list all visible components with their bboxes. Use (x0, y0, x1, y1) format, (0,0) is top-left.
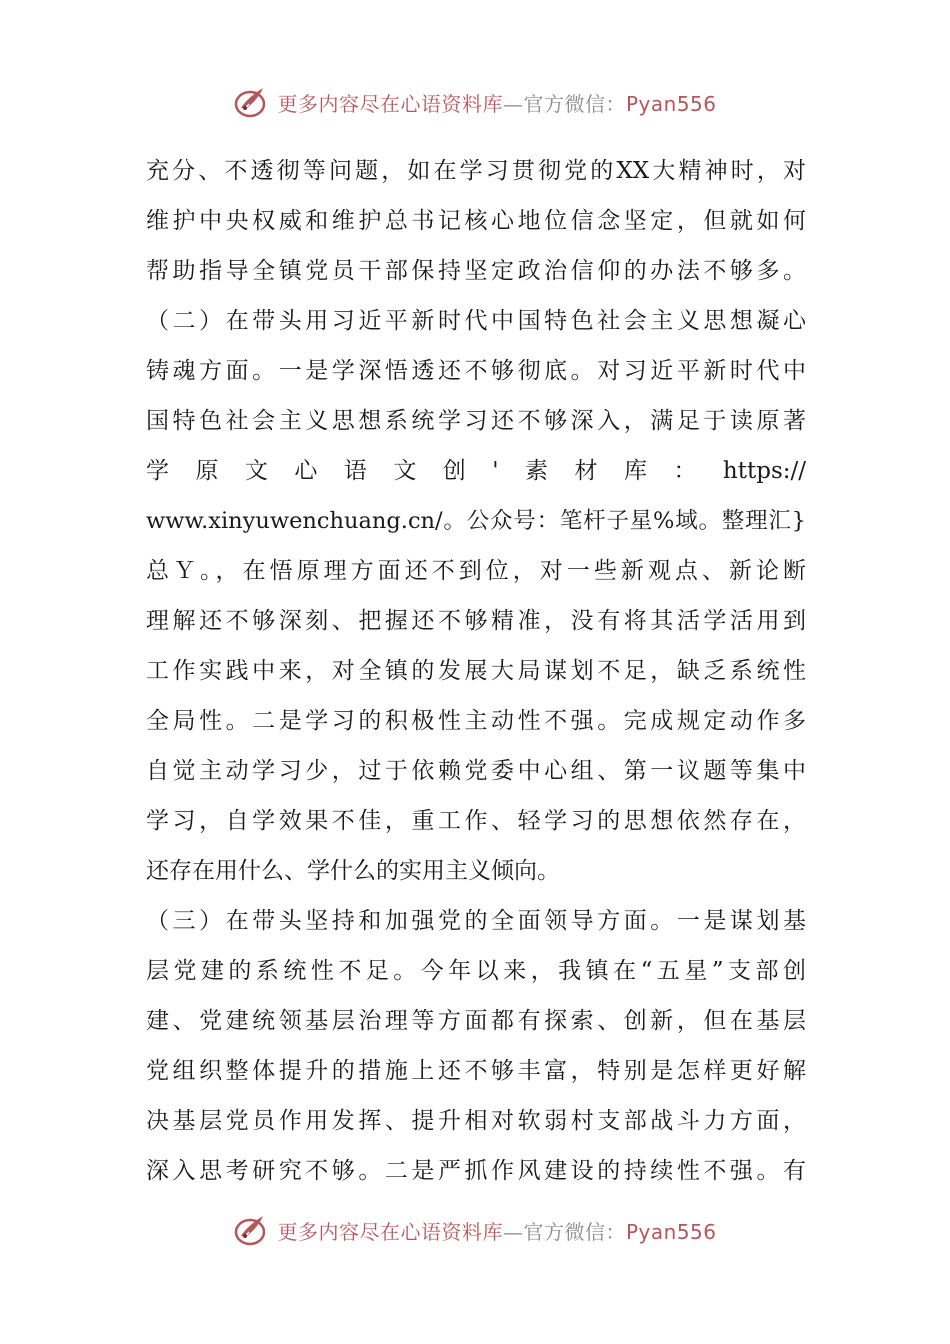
text-line-8: www.xinyuwenchuang.cn/。公众号：笔杆子星%域。整理汇} (146, 508, 806, 534)
text-line-14: 学习，自学效果不佳，重工作、轻学习的思想依然存在， (146, 808, 806, 834)
header-banner (0, 80, 950, 124)
header-wechat-label: 官方微信： (523, 91, 626, 116)
footer-site-text: 更多内容尽在心语资料库 (277, 1219, 503, 1244)
text-line-10: 理解还不够深刻、把握还不够精准，没有将其活学活用到 (146, 608, 806, 634)
text-line-19: 党组织整体提升的措施上还不够丰富，特别是怎样更好解 (146, 1058, 806, 1084)
document-body (146, 146, 806, 1196)
footer-banner (0, 1208, 950, 1252)
text-line-17: 层党建的系统性不足。今年以来，我镇在“五星”支部创 (146, 958, 806, 984)
footer-wechat-label: 官方微信： (523, 1219, 626, 1244)
quill-seal-logo-icon (233, 1212, 271, 1248)
header-wechat-id: Pyan556 (625, 91, 717, 116)
text-line-18: 建、党建统领基层治理等方面都有探索、创新，但在基层 (146, 1008, 806, 1034)
text-line-2: 维护中央权威和维护总书记核心地位信念坚定，但就如何 (146, 208, 806, 234)
header-dash: — (502, 91, 524, 116)
footer-banner-text (277, 1216, 716, 1245)
footer-wechat-id: Pyan556 (625, 1219, 717, 1244)
text-line-3: 帮助指导全镇党员干部保持坚定政治信仰的办法不够多。 (146, 258, 806, 284)
header-banner-text (277, 88, 716, 117)
header-site-text: 更多内容尽在心语资料库 (277, 91, 503, 116)
text-line-6: 国特色社会主义思想系统学习还不够深入，满足于读原著 (146, 408, 806, 434)
text-line-12: 全局性。二是学习的积极性主动性不强。完成规定动作多 (146, 708, 806, 734)
text-line-11: 工作实践中来，对全镇的发展大局谋划不足，缺乏系统性 (146, 658, 806, 684)
text-line-15: 还存在用什么、学什么的实用主义倾向。 (146, 858, 560, 884)
text-line-20: 决基层党员作用发挥、提升相对软弱村支部战斗力方面， (146, 1108, 806, 1134)
text-line-7: 学原文心语文创'素材库：https:// (146, 458, 806, 484)
text-line-9: 总Ｙ。，在悟原理方面还不到位，对一些新观点、新论断 (146, 558, 806, 584)
text-line-21: 深入思考研究不够。二是严抓作风建设的持续性不强。有 (146, 1158, 806, 1184)
text-line-1: 充分、不透彻等问题，如在学习贯彻党的XX大精神时，对 (146, 158, 806, 184)
text-line-5: 铸魂方面。一是学深悟透还不够彻底。对习近平新时代中 (146, 358, 806, 384)
quill-seal-logo-icon (233, 84, 271, 120)
text-line-13: 自觉主动学习少，过于依赖党委中心组、第一议题等集中 (146, 758, 806, 784)
text-line-16: （三）在带头坚持和加强党的全面领导方面。一是谋划基 (146, 908, 806, 934)
footer-dash: — (502, 1219, 524, 1244)
text-line-4: （二）在带头用习近平新时代中国特色社会主义思想凝心 (146, 308, 806, 334)
